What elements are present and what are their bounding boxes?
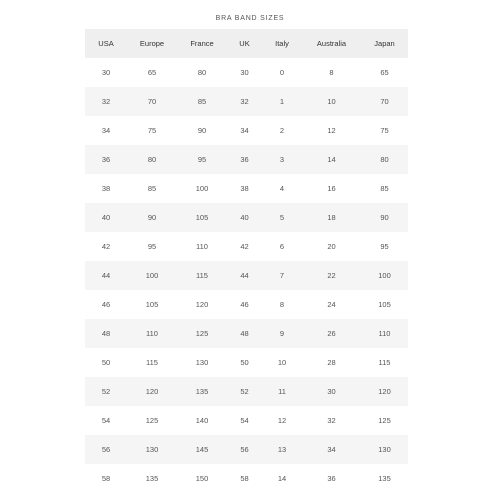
table-cell-france: 150 <box>177 464 227 493</box>
table-cell-europe: 75 <box>127 116 177 145</box>
table-cell-usa: 38 <box>85 174 127 203</box>
table-cell-usa: 46 <box>85 290 127 319</box>
table-cell-europe: 85 <box>127 174 177 203</box>
table-cell-australia: 20 <box>302 232 361 261</box>
table-row <box>85 261 408 290</box>
table-cell-italy: 4 <box>262 174 302 203</box>
table-cell-japan: 75 <box>361 116 408 145</box>
table-cell-italy: 0 <box>262 58 302 87</box>
table-cell-japan: 110 <box>361 319 408 348</box>
table-cell-australia: 32 <box>302 406 361 435</box>
table-cell-france: 110 <box>177 232 227 261</box>
table-cell-japan: 130 <box>361 435 408 464</box>
table-cell-italy: 10 <box>262 348 302 377</box>
table-cell-usa: 54 <box>85 406 127 435</box>
table-cell-uk: 48 <box>227 319 262 348</box>
table-row <box>85 290 408 319</box>
table-cell-australia: 10 <box>302 87 361 116</box>
table-cell-japan: 95 <box>361 232 408 261</box>
table-cell-france: 105 <box>177 203 227 232</box>
table-cell-usa: 32 <box>85 87 127 116</box>
table-cell-japan: 135 <box>361 464 408 493</box>
table-cell-italy: 3 <box>262 145 302 174</box>
table-cell-uk: 52 <box>227 377 262 406</box>
table-cell-europe: 70 <box>127 87 177 116</box>
table-cell-usa: 40 <box>85 203 127 232</box>
table-cell-japan: 120 <box>361 377 408 406</box>
table-cell-uk: 34 <box>227 116 262 145</box>
table-row <box>85 232 408 261</box>
table-cell-usa: 50 <box>85 348 127 377</box>
table-row <box>85 406 408 435</box>
table-cell-australia: 34 <box>302 435 361 464</box>
table-cell-france: 125 <box>177 319 227 348</box>
table-body <box>85 58 408 493</box>
table-cell-uk: 42 <box>227 232 262 261</box>
table-cell-europe: 130 <box>127 435 177 464</box>
table-cell-france: 120 <box>177 290 227 319</box>
table-row <box>85 87 408 116</box>
table-row <box>85 319 408 348</box>
table-cell-france: 145 <box>177 435 227 464</box>
table-cell-usa: 36 <box>85 145 127 174</box>
table-cell-australia: 28 <box>302 348 361 377</box>
table-cell-uk: 30 <box>227 58 262 87</box>
table-cell-italy: 14 <box>262 464 302 493</box>
table-cell-usa: 56 <box>85 435 127 464</box>
table-cell-italy: 12 <box>262 406 302 435</box>
table-cell-japan: 115 <box>361 348 408 377</box>
table-cell-italy: 2 <box>262 116 302 145</box>
table-row <box>85 377 408 406</box>
table-cell-uk: 46 <box>227 290 262 319</box>
table-header-row <box>85 29 408 58</box>
table-cell-japan: 90 <box>361 203 408 232</box>
table-cell-usa: 52 <box>85 377 127 406</box>
table-cell-europe: 125 <box>127 406 177 435</box>
table-cell-usa: 44 <box>85 261 127 290</box>
table-cell-australia: 26 <box>302 319 361 348</box>
column-header-france: France <box>177 29 227 58</box>
table-cell-italy: 11 <box>262 377 302 406</box>
table-cell-usa: 42 <box>85 232 127 261</box>
column-header-usa: USA <box>85 29 127 58</box>
table-row <box>85 203 408 232</box>
table-cell-europe: 90 <box>127 203 177 232</box>
table-cell-australia: 22 <box>302 261 361 290</box>
table-row <box>85 348 408 377</box>
column-header-italy: Italy <box>262 29 302 58</box>
table-cell-japan: 80 <box>361 145 408 174</box>
table-cell-france: 95 <box>177 145 227 174</box>
table-cell-italy: 7 <box>262 261 302 290</box>
table-cell-australia: 18 <box>302 203 361 232</box>
table-cell-europe: 65 <box>127 58 177 87</box>
table-cell-japan: 125 <box>361 406 408 435</box>
table-cell-australia: 8 <box>302 58 361 87</box>
table-cell-australia: 36 <box>302 464 361 493</box>
column-header-australia: Australia <box>302 29 361 58</box>
table-cell-usa: 30 <box>85 58 127 87</box>
table-cell-italy: 6 <box>262 232 302 261</box>
table-row <box>85 464 408 493</box>
table-cell-france: 85 <box>177 87 227 116</box>
table-cell-australia: 12 <box>302 116 361 145</box>
table-cell-italy: 13 <box>262 435 302 464</box>
table-cell-japan: 70 <box>361 87 408 116</box>
table-cell-france: 80 <box>177 58 227 87</box>
table-row <box>85 145 408 174</box>
table-cell-uk: 40 <box>227 203 262 232</box>
column-header-japan: Japan <box>361 29 408 58</box>
table-row <box>85 174 408 203</box>
table-cell-europe: 120 <box>127 377 177 406</box>
table-cell-europe: 95 <box>127 232 177 261</box>
bra-band-size-table <box>85 29 408 493</box>
table-cell-europe: 110 <box>127 319 177 348</box>
table-cell-france: 90 <box>177 116 227 145</box>
column-header-uk: UK <box>227 29 262 58</box>
table-cell-uk: 54 <box>227 406 262 435</box>
table-cell-italy: 5 <box>262 203 302 232</box>
table-cell-uk: 58 <box>227 464 262 493</box>
table-cell-france: 115 <box>177 261 227 290</box>
table-cell-europe: 80 <box>127 145 177 174</box>
table-cell-japan: 100 <box>361 261 408 290</box>
table-cell-france: 135 <box>177 377 227 406</box>
table-cell-uk: 38 <box>227 174 262 203</box>
table-title: BRA BAND SIZES <box>215 15 285 22</box>
table-cell-australia: 16 <box>302 174 361 203</box>
table-cell-uk: 56 <box>227 435 262 464</box>
table-row <box>85 116 408 145</box>
table-cell-italy: 8 <box>262 290 302 319</box>
table-row <box>85 58 408 87</box>
table-cell-japan: 65 <box>361 58 408 87</box>
table-row <box>85 435 408 464</box>
table-cell-australia: 24 <box>302 290 361 319</box>
table-cell-usa: 34 <box>85 116 127 145</box>
table-cell-usa: 58 <box>85 464 127 493</box>
table-cell-uk: 32 <box>227 87 262 116</box>
table-cell-france: 140 <box>177 406 227 435</box>
table-cell-uk: 36 <box>227 145 262 174</box>
table-cell-italy: 9 <box>262 319 302 348</box>
table-cell-japan: 85 <box>361 174 408 203</box>
table-cell-australia: 14 <box>302 145 361 174</box>
table-cell-usa: 48 <box>85 319 127 348</box>
table-cell-japan: 105 <box>361 290 408 319</box>
table-cell-europe: 115 <box>127 348 177 377</box>
table-cell-europe: 100 <box>127 261 177 290</box>
table-cell-europe: 105 <box>127 290 177 319</box>
column-header-europe: Europe <box>127 29 177 58</box>
table-cell-uk: 44 <box>227 261 262 290</box>
table-cell-europe: 135 <box>127 464 177 493</box>
table-cell-france: 130 <box>177 348 227 377</box>
table-cell-italy: 1 <box>262 87 302 116</box>
table-cell-france: 100 <box>177 174 227 203</box>
table-cell-australia: 30 <box>302 377 361 406</box>
table-cell-uk: 50 <box>227 348 262 377</box>
